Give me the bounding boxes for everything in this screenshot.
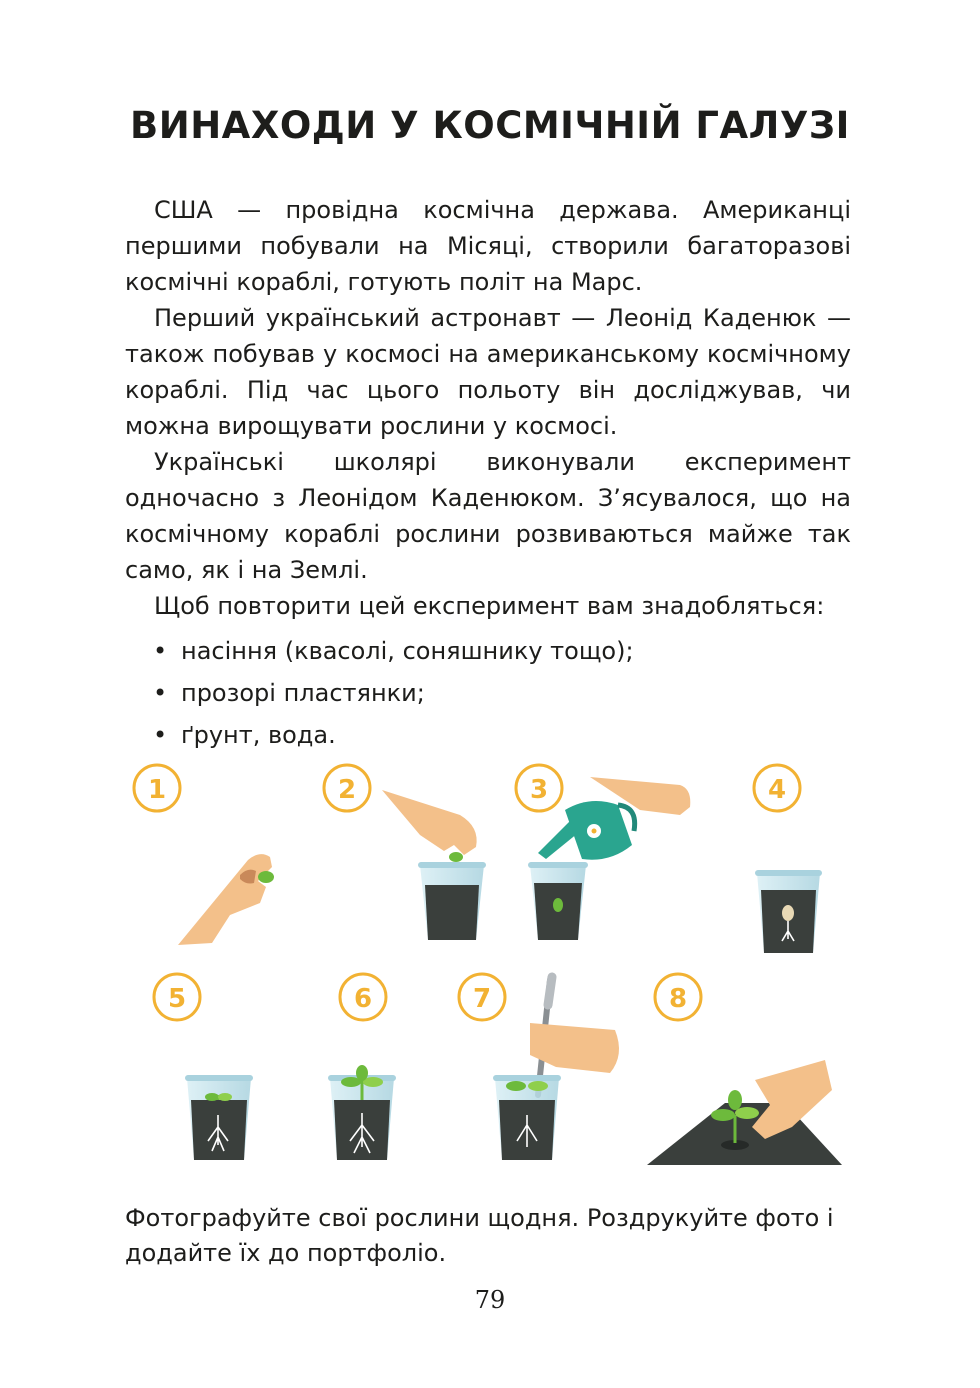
step-number: 6 [353, 984, 373, 1014]
hand-dropping-seed-icon [382, 790, 477, 862]
bullet-icon: • [153, 679, 168, 707]
paragraph: Щоб повторити цей експеримент вам знадобляться: [154, 592, 825, 620]
page-number: 79 [474, 1286, 506, 1314]
step-badge-7 [459, 974, 505, 1020]
paragraph: Перший український астронавт — Леонід Каденюк — також побував у космосі на американському космічному кораблі. Під час цього польоту він досліджував, чи можна вирощувати рослини у космосі. [125, 304, 851, 440]
cup-icon [528, 862, 588, 940]
hand-with-seed-icon [178, 854, 274, 945]
step-number: 3 [529, 775, 549, 805]
step-number: 1 [147, 775, 167, 805]
step-number: 8 [668, 984, 688, 1014]
experiment-steps-illustration [120, 755, 860, 1175]
cup-icon [418, 862, 486, 940]
step-badge-2 [324, 765, 370, 811]
step-badge-3 [516, 765, 562, 811]
paragraph: США — провідна космічна держава. Американці першими побували на Місяці, створили багаторазові космічні кораблі, готують політ на Марс. [125, 196, 851, 296]
step-badge-8 [655, 974, 701, 1020]
step-badge-6 [340, 974, 386, 1020]
step-badge-1 [134, 765, 180, 811]
cup-with-seedling-icon [328, 1065, 396, 1160]
list-item-text: прозорі пластянки; [181, 679, 425, 707]
list-item-text: насіння (квасолі, соняшнику тощо); [181, 637, 634, 665]
cup-with-seedling-icon [185, 1075, 253, 1160]
materials-list [125, 630, 851, 756]
bullet-icon: • [153, 637, 168, 665]
step-badge-5 [154, 974, 200, 1020]
page-title: ВИНАХОДИ У КОСМІЧНІЙ ГАЛУЗІ [130, 104, 850, 147]
list-item [125, 630, 851, 672]
step-number: 2 [337, 775, 357, 805]
list-item [125, 714, 851, 756]
list-item-text: ґрунт, вода. [181, 721, 336, 749]
bullet-icon: • [153, 721, 168, 749]
planting-in-ground-icon [647, 1060, 842, 1165]
step-badge-4 [754, 765, 800, 811]
paragraph: Українські школярі виконували експеримент одночасно з Леонідом Каденюком. З’ясувалося, що на космічному кораблі рослини розвиваються майже так само, як і на Землі. [125, 448, 851, 584]
step-number: 5 [167, 984, 187, 1014]
cup-with-seedling-icon [493, 1075, 561, 1160]
body-text [125, 192, 851, 756]
step-number: 4 [767, 775, 787, 805]
closing-text: Фотографуйте свої рослини щодня. Роздрукуйте фото і додайте їх до портфоліо. [125, 1204, 834, 1267]
list-item [125, 672, 851, 714]
cup-with-sprouting-seed-icon [755, 870, 822, 953]
step-number: 7 [472, 984, 492, 1014]
